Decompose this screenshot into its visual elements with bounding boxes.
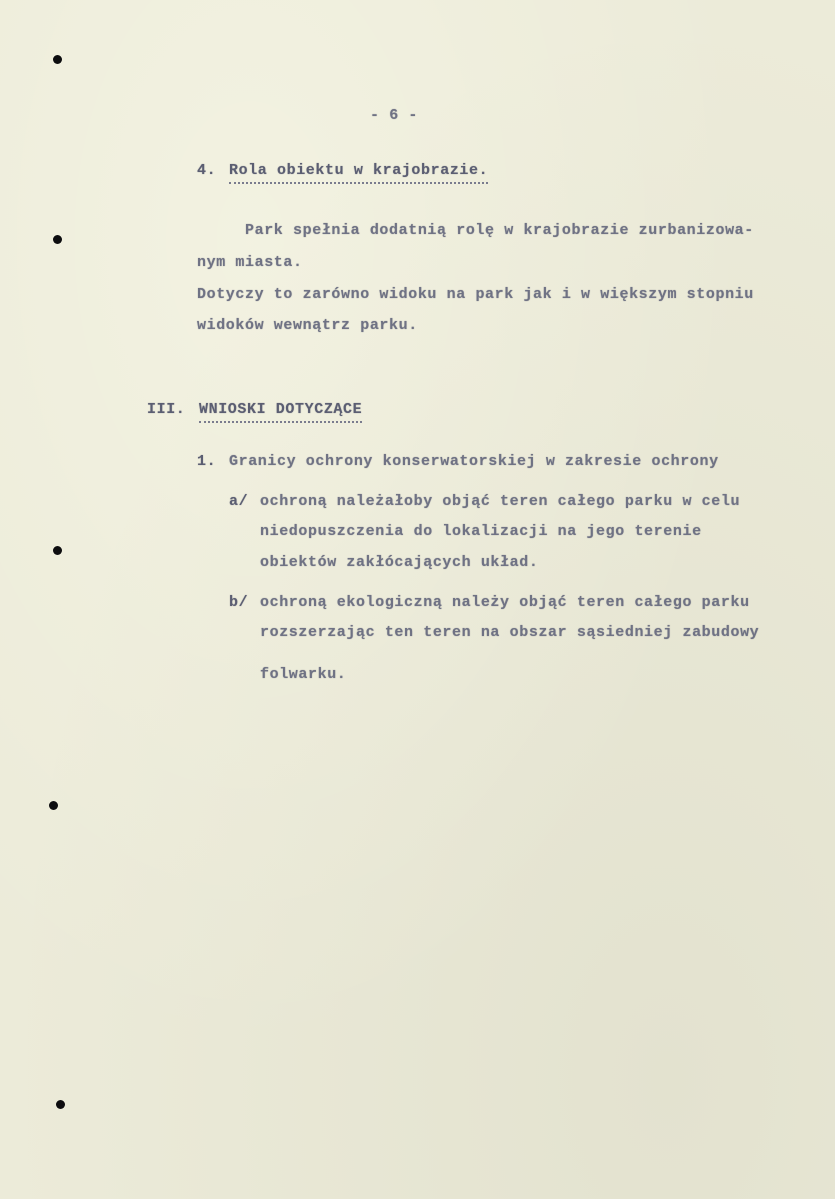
section-4-paragraph-line-1: Park spełnia dodatnią rolę w krajobrazie zurbanizowa- xyxy=(245,222,754,239)
section-4-paragraph-line-2: nym miasta. xyxy=(197,254,303,271)
page-number: - 6 - xyxy=(370,107,419,124)
punch-hole-1 xyxy=(53,55,62,64)
item-a-marker: a/ xyxy=(229,493,249,510)
item-b-line-2: rozszerzając ten teren na obszar sąsiedniej zabudowy xyxy=(260,624,760,641)
punch-hole-5 xyxy=(56,1100,65,1109)
item-a-line-2: niedopuszczenia do lokalizacji na jego terenie xyxy=(260,523,702,540)
item-b-line-1: ochroną ekologiczną należy objąć teren całego parku xyxy=(260,594,750,611)
item-1-text: Granicy ochrony konserwatorskiej w zakresie ochrony xyxy=(229,453,719,470)
punch-hole-2 xyxy=(53,235,62,244)
item-b-marker: b/ xyxy=(229,594,249,611)
punch-hole-3 xyxy=(53,546,62,555)
item-a-line-3: obiektów zakłócających układ. xyxy=(260,554,539,571)
section-4-paragraph-line-3: Dotyczy to zarówno widoku na park jak i w większym stopniu xyxy=(197,286,754,303)
section-4-number: 4. xyxy=(197,162,217,179)
section-III-number: III. xyxy=(147,401,186,418)
item-b-line-3: folwarku. xyxy=(260,666,347,683)
item-a-line-1: ochroną należałoby objąć teren całego parku w celu xyxy=(260,493,741,510)
item-1-number: 1. xyxy=(197,453,217,470)
section-4-title: Rola obiektu w krajobrazie. xyxy=(229,162,488,184)
section-4-paragraph-line-4: widoków wewnątrz parku. xyxy=(197,317,418,334)
section-III-title: WNIOSKI DOTYCZĄCE xyxy=(199,401,362,423)
punch-hole-4 xyxy=(49,801,58,810)
